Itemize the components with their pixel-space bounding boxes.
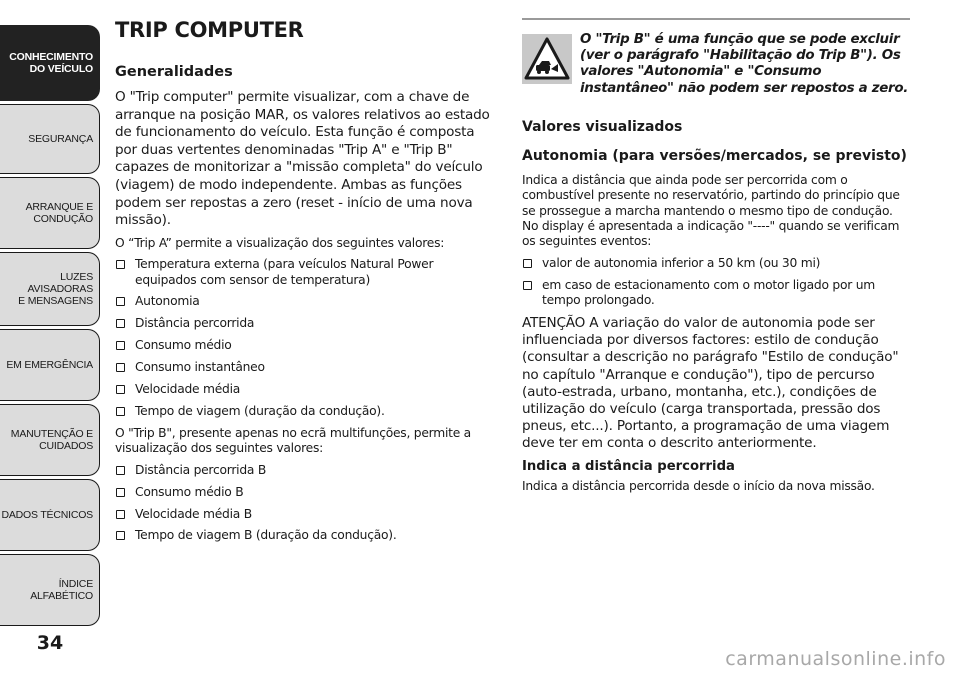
- tab-dados-tecnicos[interactable]: [0, 479, 100, 551]
- checkbox-bullet-icon: [116, 510, 125, 519]
- tab-label: SEGURANÇA: [28, 133, 93, 145]
- list-item: [115, 257, 490, 288]
- section-heading-generalidades: Generalidades: [115, 64, 233, 80]
- list-item: [115, 338, 490, 353]
- trip-b-intro: O "Trip B", presente apenas no ecrã multifunções, permite a visualização dos seguintes valores:: [115, 425, 471, 456]
- list-item-text: em caso de estacionamento com o motor ligado por um tempo prolongado.: [542, 277, 875, 308]
- left-column: [115, 18, 490, 550]
- tab-label: CONHECIMENTO DO VEÍCULO: [9, 51, 93, 75]
- list-item-text: Tempo de viagem B (duração da condução).: [135, 528, 397, 543]
- checkbox-bullet-icon: [116, 488, 125, 497]
- section-heading-autonomia: Autonomia (para versões/mercados, se previsto): [522, 147, 907, 164]
- list-item-text: Autonomia: [135, 294, 200, 309]
- tab-indice-alfabetico[interactable]: [0, 554, 100, 626]
- tab-arranque-e-conducao[interactable]: [0, 177, 100, 249]
- list-item: [115, 528, 490, 543]
- section-heading-valores: Valores visualizados: [522, 118, 683, 135]
- list-item-text: Consumo médio B: [135, 484, 244, 499]
- tab-seguranca[interactable]: [0, 104, 100, 174]
- list-item: [115, 294, 490, 309]
- list-item-text: Distância percorrida B: [135, 462, 267, 477]
- checkbox-bullet-icon: [116, 531, 125, 540]
- list-item: [115, 507, 490, 522]
- checkbox-bullet-icon: [116, 260, 125, 269]
- list-item-text: Temperatura externa (para veículos Natural Power equipados com sensor de temperatura): [135, 257, 434, 287]
- checkbox-bullet-icon: [116, 385, 125, 394]
- list-item-text: Consumo médio: [135, 338, 232, 353]
- page-number: 34: [36, 632, 64, 654]
- list-item: [115, 316, 490, 331]
- checkbox-bullet-icon: [116, 297, 125, 306]
- list-item-text: Distância percorrida: [135, 316, 255, 331]
- list-item: [115, 404, 490, 419]
- tab-em-emergencia[interactable]: [0, 329, 100, 401]
- list-item: [522, 256, 910, 271]
- checkbox-bullet-icon: [116, 363, 125, 372]
- autonomy-list: [522, 256, 910, 309]
- list-item-text: Velocidade média: [135, 382, 241, 397]
- watermark: carmanualsonline.info: [725, 648, 946, 670]
- list-item-text: Tempo de viagem (duração da condução).: [135, 404, 385, 418]
- list-item: [115, 463, 490, 478]
- right-column: [522, 18, 910, 500]
- checkbox-bullet-icon: [523, 259, 532, 268]
- tab-luzes-avisadoras[interactable]: [0, 252, 100, 326]
- tab-label: ÍNDICE ALFABÉTICO: [30, 578, 93, 602]
- checkbox-bullet-icon: [523, 281, 532, 290]
- tab-label: MANUTENÇÃO E CUIDADOS: [10, 428, 93, 452]
- tab-label: LUZES AVISADORAS E MENSAGENS: [18, 271, 93, 307]
- tab-conhecimento-do-veiculo[interactable]: [0, 25, 100, 101]
- warning-triangle-icon: [522, 34, 572, 84]
- warning-text: O "Trip B" é uma função que se pode excluir (ver o parágrafo "Habilitação do Trip B"). Os valores "Autonomia" e "Consumo instantâneo" não podem ser repostos a zero.: [580, 32, 909, 96]
- trip-b-list: [115, 463, 490, 544]
- list-item: [115, 382, 490, 397]
- list-item-text: valor de autonomia inferior a 50 km (ou 30 mi): [542, 255, 821, 270]
- autonomy-paragraph: Indica a distância que ainda pode ser percorrida com o combustível presente no reservatório, partindo do princípio que se prossegue a marcha mantendo o mesmo tipo de condução. No display é apresentada a indicação "----" quando se verificam os seguintes eventos:: [522, 172, 900, 249]
- checkbox-bullet-icon: [116, 466, 125, 475]
- tab-label: ARRANQUE E CONDUÇÃO: [25, 201, 93, 225]
- list-item: [522, 278, 910, 309]
- checkbox-bullet-icon: [116, 319, 125, 328]
- tab-label: DADOS TÉCNICOS: [1, 509, 93, 521]
- tab-manutencao-e-cuidados[interactable]: [0, 404, 100, 476]
- list-item: [115, 360, 490, 375]
- divider: [522, 18, 910, 20]
- list-item-text: Consumo instantâneo: [135, 360, 265, 375]
- tab-label: EM EMERGÊNCIA: [6, 359, 93, 371]
- attention-paragraph: ATENÇÃO A variação do valor de autonomia pode ser influenciada por diversos factores: estilo de condução (consultar a descrição no parágrafo "Estilo de condução" no capítulo "Arranque e condução"), tipo de percurso (auto-estrada, urbano, montanha, etc.), condições de utilização do veículo (carga transportada, pressão dos pneus, etc...). Portanto, a programação de uma viagem deve ter em conta o descrito anteriormente.: [522, 315, 899, 452]
- intro-paragraph: O "Trip computer" permite visualizar, com a chave de arranque na posição MAR, os valores relativos ao estado de funcionamento do veículo. Esta função é composta por duas vertentes denominadas "Trip A" e "Trip B" capazes de monitorizar a "missão completa" do veículo (viagem) de modo independente. Ambas as funções podem ser repostas a zero (reset - início de uma nova missão).: [115, 89, 490, 229]
- trip-a-intro: O “Trip A” permite a visualização dos seguintes valores:: [115, 235, 445, 250]
- checkbox-bullet-icon: [116, 407, 125, 416]
- section-heading-distancia: Indica a distância percorrida: [522, 458, 735, 474]
- distance-paragraph: Indica a distância percorrida desde o início da nova missão.: [522, 478, 875, 493]
- list-item-text: Velocidade média B: [135, 506, 252, 521]
- list-item: [115, 485, 490, 500]
- trip-a-list: [115, 257, 490, 419]
- warning-note: [522, 32, 910, 97]
- checkbox-bullet-icon: [116, 341, 125, 350]
- page-title: TRIP COMPUTER: [115, 18, 304, 42]
